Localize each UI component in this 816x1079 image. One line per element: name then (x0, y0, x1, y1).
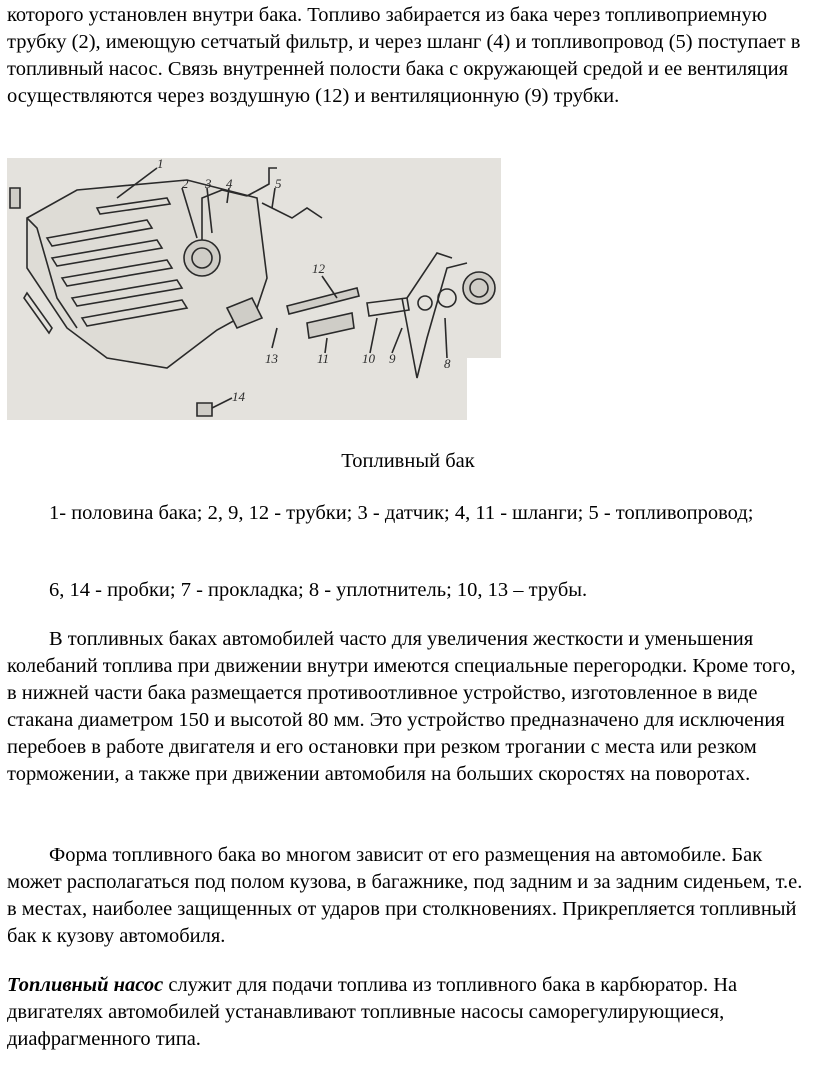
figure-label: 14 (232, 389, 245, 404)
figure-label: 2 (182, 176, 189, 191)
figure-label: 9 (389, 351, 396, 366)
body-paragraph-3 (7, 972, 807, 1053)
body-paragraph-1: В топливных баках автомобилей часто для увеличения жесткости и уменьшения колебаний топлива при движении внутри имеются специальные перегородки. Кроме того, в нижней части бака размещается противоотливное устройство, изготовленное в виде стакана диаметром 150 и высотой 80 мм. Это устройство предназначено для исключения перебоев в работе двигателя и его остановки при резком трогании с места или резком торможении, а также при движении автомобиля на больших скоростях на поворотах. (7, 628, 796, 785)
legend-line-1: 1- половина бака; 2, 9, 12 - трубки; 3 - датчик; 4, 11 - шланги; 5 - топливопровод; (49, 502, 754, 524)
figure-label: 13 (265, 351, 278, 366)
body-paragraph-3-text: служит для подачи топлива из топливного бака в карбюратор. На двигателях автомобилей устанавливают топливные насосы саморегулирующиеся, диафрагменного типа. (7, 974, 738, 1050)
intro-paragraph: которого установлен внутри бака. Топливо забирается из бака через топливоприемную трубку (2), имеющую сетчатый фильтр, и через шланг (4) и топливопровод (5) поступает в топливный насос. Связь внутренней полости бака с окружающей средой и ее вентиляция осуществляются через воздушную (12) и вентиляционную (9) трубки. (7, 4, 801, 107)
figure-label: 11 (317, 351, 330, 366)
term-fuel-pump: Топливный насос (7, 974, 164, 996)
figure-label: 4 (226, 176, 233, 191)
fuel-tank-figure (7, 158, 501, 420)
figure-caption: Топливный бак (341, 450, 475, 472)
figure-label: 12 (312, 261, 325, 276)
legend-line-2: 6, 14 - пробки; 7 - прокладка; 8 - уплотнитель; 10, 13 – трубы. (49, 579, 588, 601)
figure-label: 10 (362, 351, 375, 366)
body-paragraph-2: Форма топливного бака во многом зависит от его размещения на автомобиле. Бак может располагаться под полом кузова, в багажнике, под задним и за задним сиденьем, т.е. в местах, наиболее защищенных от ударов при столкновениях. Прикрепляется топливный бак к кузову автомобиля. (7, 844, 803, 947)
figure-label: 5 (275, 176, 282, 191)
figure-label: 8 (444, 356, 451, 371)
figure-label: 1 (157, 158, 164, 171)
figure-label: 3 (205, 176, 212, 191)
figure-corner-blank (467, 358, 501, 420)
